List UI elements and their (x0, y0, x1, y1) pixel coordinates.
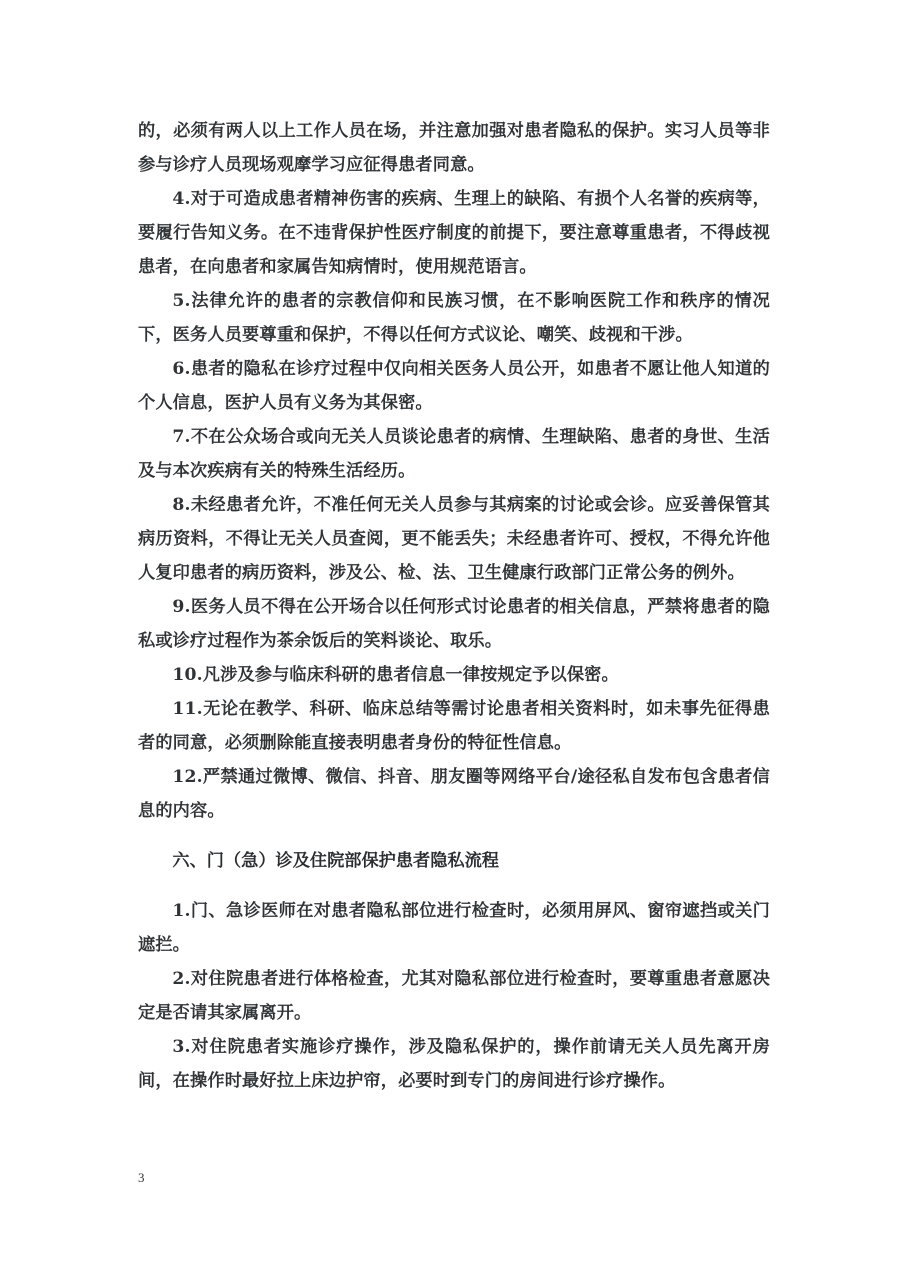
page-number: 3 (138, 1170, 145, 1185)
process-item-1: 1.门、急诊医师在对患者隐私部位进行检查时，必须用屏风、窗帘遮挡或关门遮拦。 (138, 901, 770, 955)
paragraph-item-10: 10.凡涉及参与临床科研的患者信息一律按规定予以保密。 (172, 665, 619, 685)
paragraph-item-7: 7.不在公众场合或向无关人员谈论患者的病情、生理缺陷、患者的身世、生活及与本次疾病有关的特殊生活经历。 (138, 427, 770, 481)
page-body (138, 114, 770, 1098)
paragraph-item-4: 4.对于可造成患者精神伤害的疾病、生理上的缺陷、有损个人名誉的疾病等，要履行告知义务。在不违背保护性医疗制度的前提下，要注意尊重患者，不得歧视患者，在向患者和家属告知病情时，使用规范语言。 (138, 189, 770, 277)
paragraph-item-5: 5.法律允许的患者的宗教信仰和民族习惯，在不影响医院工作和秩序的情况下，医务人员要尊重和保护，不得以任何方式议论、嘲笑、歧视和干涉。 (138, 291, 770, 345)
process-item-3: 3.对住院患者实施诊疗操作，涉及隐私保护的，操作前请无关人员先离开房间，在操作时最好拉上床边护帘，必要时到专门的房间进行诊疗操作。 (138, 1037, 770, 1091)
paragraph-continued: 的，必须有两人以上工作人员在场，并注意加强对患者隐私的保护。实习人员等非参与诊疗人员现场观摩学习应征得患者同意。 (138, 121, 770, 175)
paragraph-item-12: 12.严禁通过微博、微信、抖音、朋友圈等网络平台/途径私自发布包含患者信息的内容。 (138, 767, 770, 821)
paragraph-item-9: 9.医务人员不得在公开场合以任何形式讨论患者的相关信息，严禁将患者的隐私或诊疗过程作为茶余饭后的笑料谈论、取乐。 (138, 597, 770, 651)
paragraph-item-6: 6.患者的隐私在诊疗过程中仅向相关医务人员公开，如患者不愿让他人知道的个人信息，医护人员有义务为其保密。 (138, 359, 770, 413)
paragraph-item-8: 8.未经患者允许，不准任何无关人员参与其病案的讨论或会诊。应妥善保管其病历资料，不得让无关人员查阅，更不能丢失；未经患者许可、授权，不得允许他人复印患者的病历资料，涉及公、检、法、卫生健康行政部门正常公务的例外。 (138, 495, 770, 583)
process-item-2: 2.对住院患者进行体格检查，尤其对隐私部位进行检查时，要尊重患者意愿决定是否请其家属离开。 (138, 969, 770, 1023)
paragraph-item-11: 11.无论在教学、科研、临床总结等需讨论患者相关资料时，如未事先征得患者的同意，必须删除能直接表明患者身份的特征性信息。 (138, 699, 770, 753)
section-heading: 六、门（急）诊及住院部保护患者隐私流程 (172, 851, 499, 871)
